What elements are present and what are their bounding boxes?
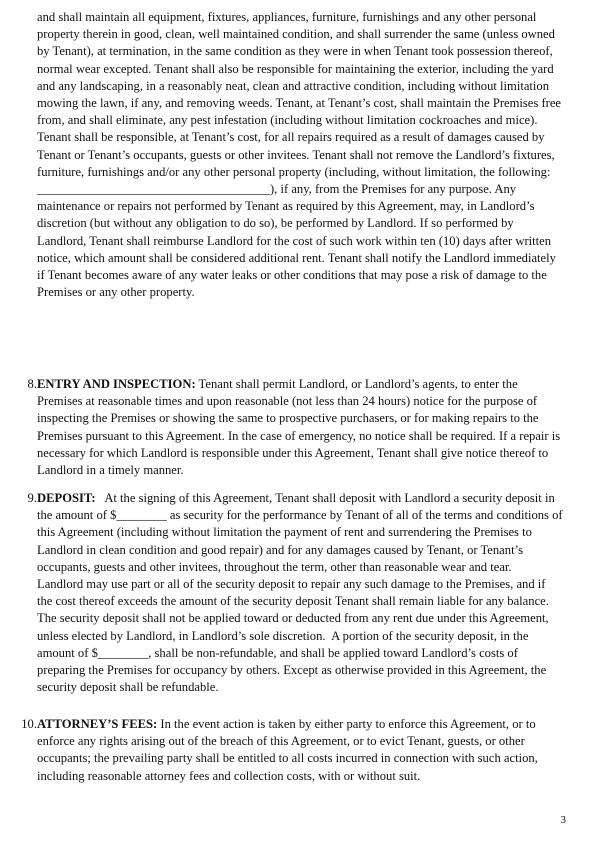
- page-number: 3: [560, 814, 566, 826]
- section-text: At the signing of this Agreement, Tenant shall deposit with Landlord a security deposit in the amount of $________ as security for the performance by Tenant of all of the terms and conditions of this Agreement (including without limitation the payment of rent and surrendering the Premises to Landlord in clean condition and good repair) and for any damages caused by Tenant, or Tenant’s occupants, guests and other invitees, throughout the term, other than reasonable wear and tear. Landlord may use part or all of the security deposit to repair any such damage to the Premises, and if the cost thereof exceeds the amount of the security deposit Tenant shall remain liable for any balance. The security deposit shall not be applied toward or deducted from any rent due under this Agreement, unless elected by Landlord, in Landlord’s sole discretion. A portion of the security deposit, in the amount of $________, shall be non-refundable, and shall be applied toward Landlord’s costs of preparing the Premises for occupancy by others. Except as otherwise provided in this Agreement, the security deposit shall be refundable.: [37, 491, 566, 695]
- section-number: 10.: [21, 717, 37, 731]
- section-entry-and-inspection: [9, 376, 564, 479]
- section-text: In the event action is taken by either party to enforce this Agreement, or to enforce any rights arising out of the breach of this Agreement, or to evict Tenant, guests, or other occupants; the prevailing party shall be entitled to all costs incurred in connection with such action, including reasonable attorney fees and collection costs, with or without suit.: [37, 717, 538, 783]
- section-deposit: [9, 490, 564, 696]
- section-heading: ATTORNEY’S FEES:: [37, 717, 158, 731]
- section-number: 8.: [27, 377, 37, 391]
- continuation-paragraph: and shall maintain all equipment, fixtures, appliances, furniture, furnishings and any other personal property therein in good, clean, well maintained condition, and shall surrender the same (unless owned by Tenant), at termination, in the same condition as they were in when Tenant took possession thereof, normal wear excepted. Tenant shall also be responsible for maintaining the exterior, including the yard and any landscaping, in a reasonably neat, clean and attractive condition, including without limitation mowing the lawn, if any, and removing weeds. Tenant, at Tenant’s cost, shall maintain the Premises free from, and shall eliminate, any pest infestation (including without limitation cockroaches and mice). Tenant shall be responsible, at Tenant’s cost, for all repairs required as a result of damages caused by Tenant or Tenant’s occupants, guests or other invitees. Tenant shall not remove the Landlord’s fixtures, furniture, furnishings and/or any other personal property (including, without limitation, the following: _____________________________________), if any, from the Premises for any purpose. Any maintenance or repairs not performed by Tenant as required by this Agreement, may, in Landlord’s discretion (but without any obligation to do so), be performed by Landlord. If so performed by Landlord, Tenant shall reimburse Landlord for the cost of such work within ten (10) days after written notice, which amount shall be considered additional rent. Tenant shall notify the Landlord immediately if Tenant becomes aware of any water leaks or other conditions that may pose a risk of damage to the Premises or any other property.: [37, 10, 562, 300]
- section-number: 9.: [27, 491, 37, 505]
- section-body: [37, 376, 564, 479]
- section-body: [37, 716, 564, 785]
- section-heading: DEPOSIT:: [37, 491, 96, 505]
- section-text: Tenant shall permit Landlord, or Landlord’s agents, to enter the Premises at reasonable times and upon reasonable (not less than 24 hours) notice for the purpose of inspecting the Premises or showing the same to prospective purchasers, or for making repairs to the Premises pursuant to this Agreement. In the case of emergency, no notice shall be required. If a repair is necessary for which Landlord is responsible under this Agreement, Tenant shall give notice thereof to Landlord in a timely manner.: [37, 377, 561, 478]
- section-attorneys-fees: [9, 716, 564, 785]
- section-heading: ENTRY AND INSPECTION:: [37, 377, 196, 391]
- section-body: [37, 490, 564, 696]
